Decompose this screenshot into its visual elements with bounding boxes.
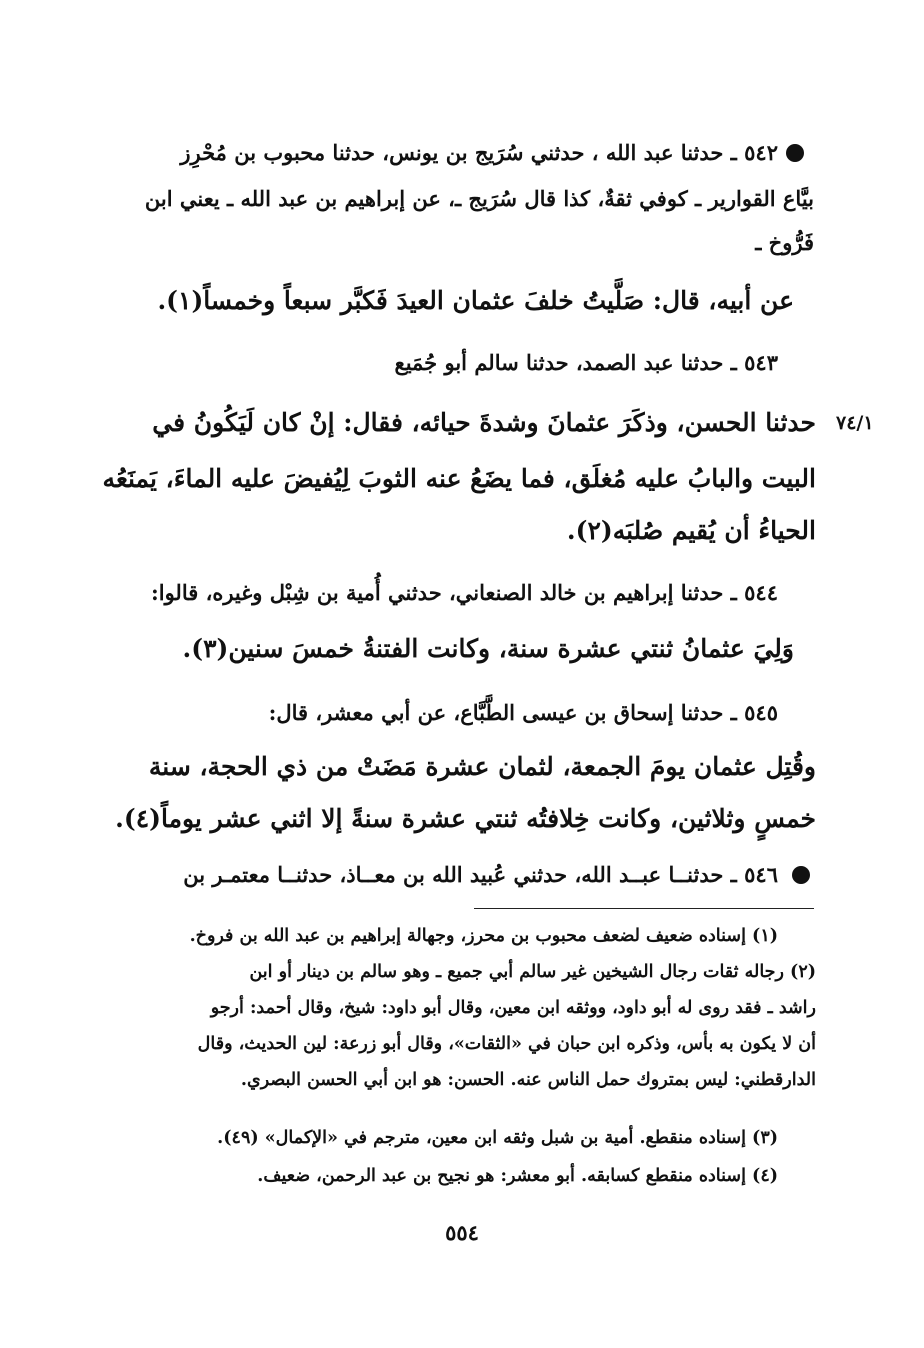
entry-543-line-1: ٥٤٣ ـ حدثنا عبد الصمد، حدثنا سالم أبو جُمَيع xyxy=(394,350,778,375)
entry-542-line-2: بيَّاع القوارير ـ كوفي ثقةٌ، كذا قال سُرَيج ـ، عن إبراهيم بن عبد الله ـ يعني ابن xyxy=(144,186,814,211)
bullet-icon xyxy=(792,866,810,884)
footnote-2-line-4: الدارقطني: ليس بمتروك حمل الناس عنه. الحسن: هو ابن أبي الحسن البصري. xyxy=(240,1070,816,1090)
entry-545-text-2: خمسٍ وثلاثين، وكانت خِلافتُه ثنتي عشرة سنةً إلا اثني عشر يوماً(٤). xyxy=(115,804,816,833)
footnote-4: (٤) إسناده منقطع كسابقه. أبو معشر: هو نجيح بن عبد الرحمن، ضعيف. xyxy=(257,1166,778,1186)
entry-545-text-1: وقُتِل عثمان يومَ الجمعة، لثمان عشرة مَضَتْ من ذي الحجة، سنة xyxy=(148,752,816,781)
entry-545-line-1: ٥٤٥ ـ حدثنا إسحاق بن عيسى الطَّبَّاع، عن أبي معشر، قال: xyxy=(268,700,778,725)
footnote-2-line-1: (٢) رجاله ثقات رجال الشيخين غير سالم أبي جميع ـ وهو سالم بن دينار أو ابن xyxy=(249,962,816,982)
margin-reference: ٧٤/١ xyxy=(836,412,874,434)
entry-543-text-3: الحياءُ أن يُقيم صُلبَه(٢). xyxy=(566,516,816,545)
entry-543-text-2: البيت والبابُ عليه مُغلَق، فما يضَعُ عنه الثوبَ لِيُفيضَ عليه الماءَ، يَمنَعُه xyxy=(102,464,816,493)
entry-546-line-1: ٥٤٦ ـ حدثنــا عبــد الله، حدثني عُبيد الله بن معــاذ، حدثنــا معتمـر بن xyxy=(183,862,778,887)
bullet-icon xyxy=(786,144,804,162)
entry-542-line-1: ٥٤٢ ـ حدثنا عبد الله ، حدثني سُرَيج بن يونس، حدثنا محبوب بن مُحْرِز xyxy=(180,140,778,165)
entry-544-line-1: ٥٤٤ ـ حدثنا إبراهيم بن خالد الصنعاني، حدثني أُمية بن شِبْل وغيره، قالوا: xyxy=(150,580,778,605)
page-number: ٥٥٤ xyxy=(445,1220,479,1245)
footnote-2-line-2: راشد ـ فقد روى له أبو داود، ووثقه ابن معين، وقال أبو داود: شيخ، وقال أحمد: أرجو xyxy=(210,998,816,1018)
entry-543-text-1: حدثنا الحسن، وذكَرَ عثمانَ وشدةَ حيائه، فقال: إنْ كان لَيَكُونُ في xyxy=(152,408,816,437)
entry-542-text-1: عن أبيه، قال: صَلَّيتُ خلفَ عثمان العيدَ فَكبَّر سبعاً وخمساً(١). xyxy=(157,286,794,315)
footnote-1: (١) إسناده ضعيف لضعف محبوب بن محرز، وجهالة إبراهيم بن عبد الله بن فروخ. xyxy=(189,926,778,946)
footnote-separator xyxy=(474,908,814,909)
footnote-2-line-3: أن لا يكون به بأس، وذكره ابن حبان في «الثقات»، وقال أبو زرعة: لين الحديث، وقال xyxy=(197,1034,816,1054)
entry-542-line-3: فَرُّوخ ـ xyxy=(755,230,814,255)
footnote-3: (٣) إسناده منقطع. أمية بن شبل وثقه ابن معين، مترجم في «الإكمال» (٤٩). xyxy=(217,1128,778,1148)
entry-544-text-1: وَلِيَ عثمانُ ثنتي عشرة سنة، وكانت الفتنةُ خمسَ سنين(٣). xyxy=(182,634,794,663)
